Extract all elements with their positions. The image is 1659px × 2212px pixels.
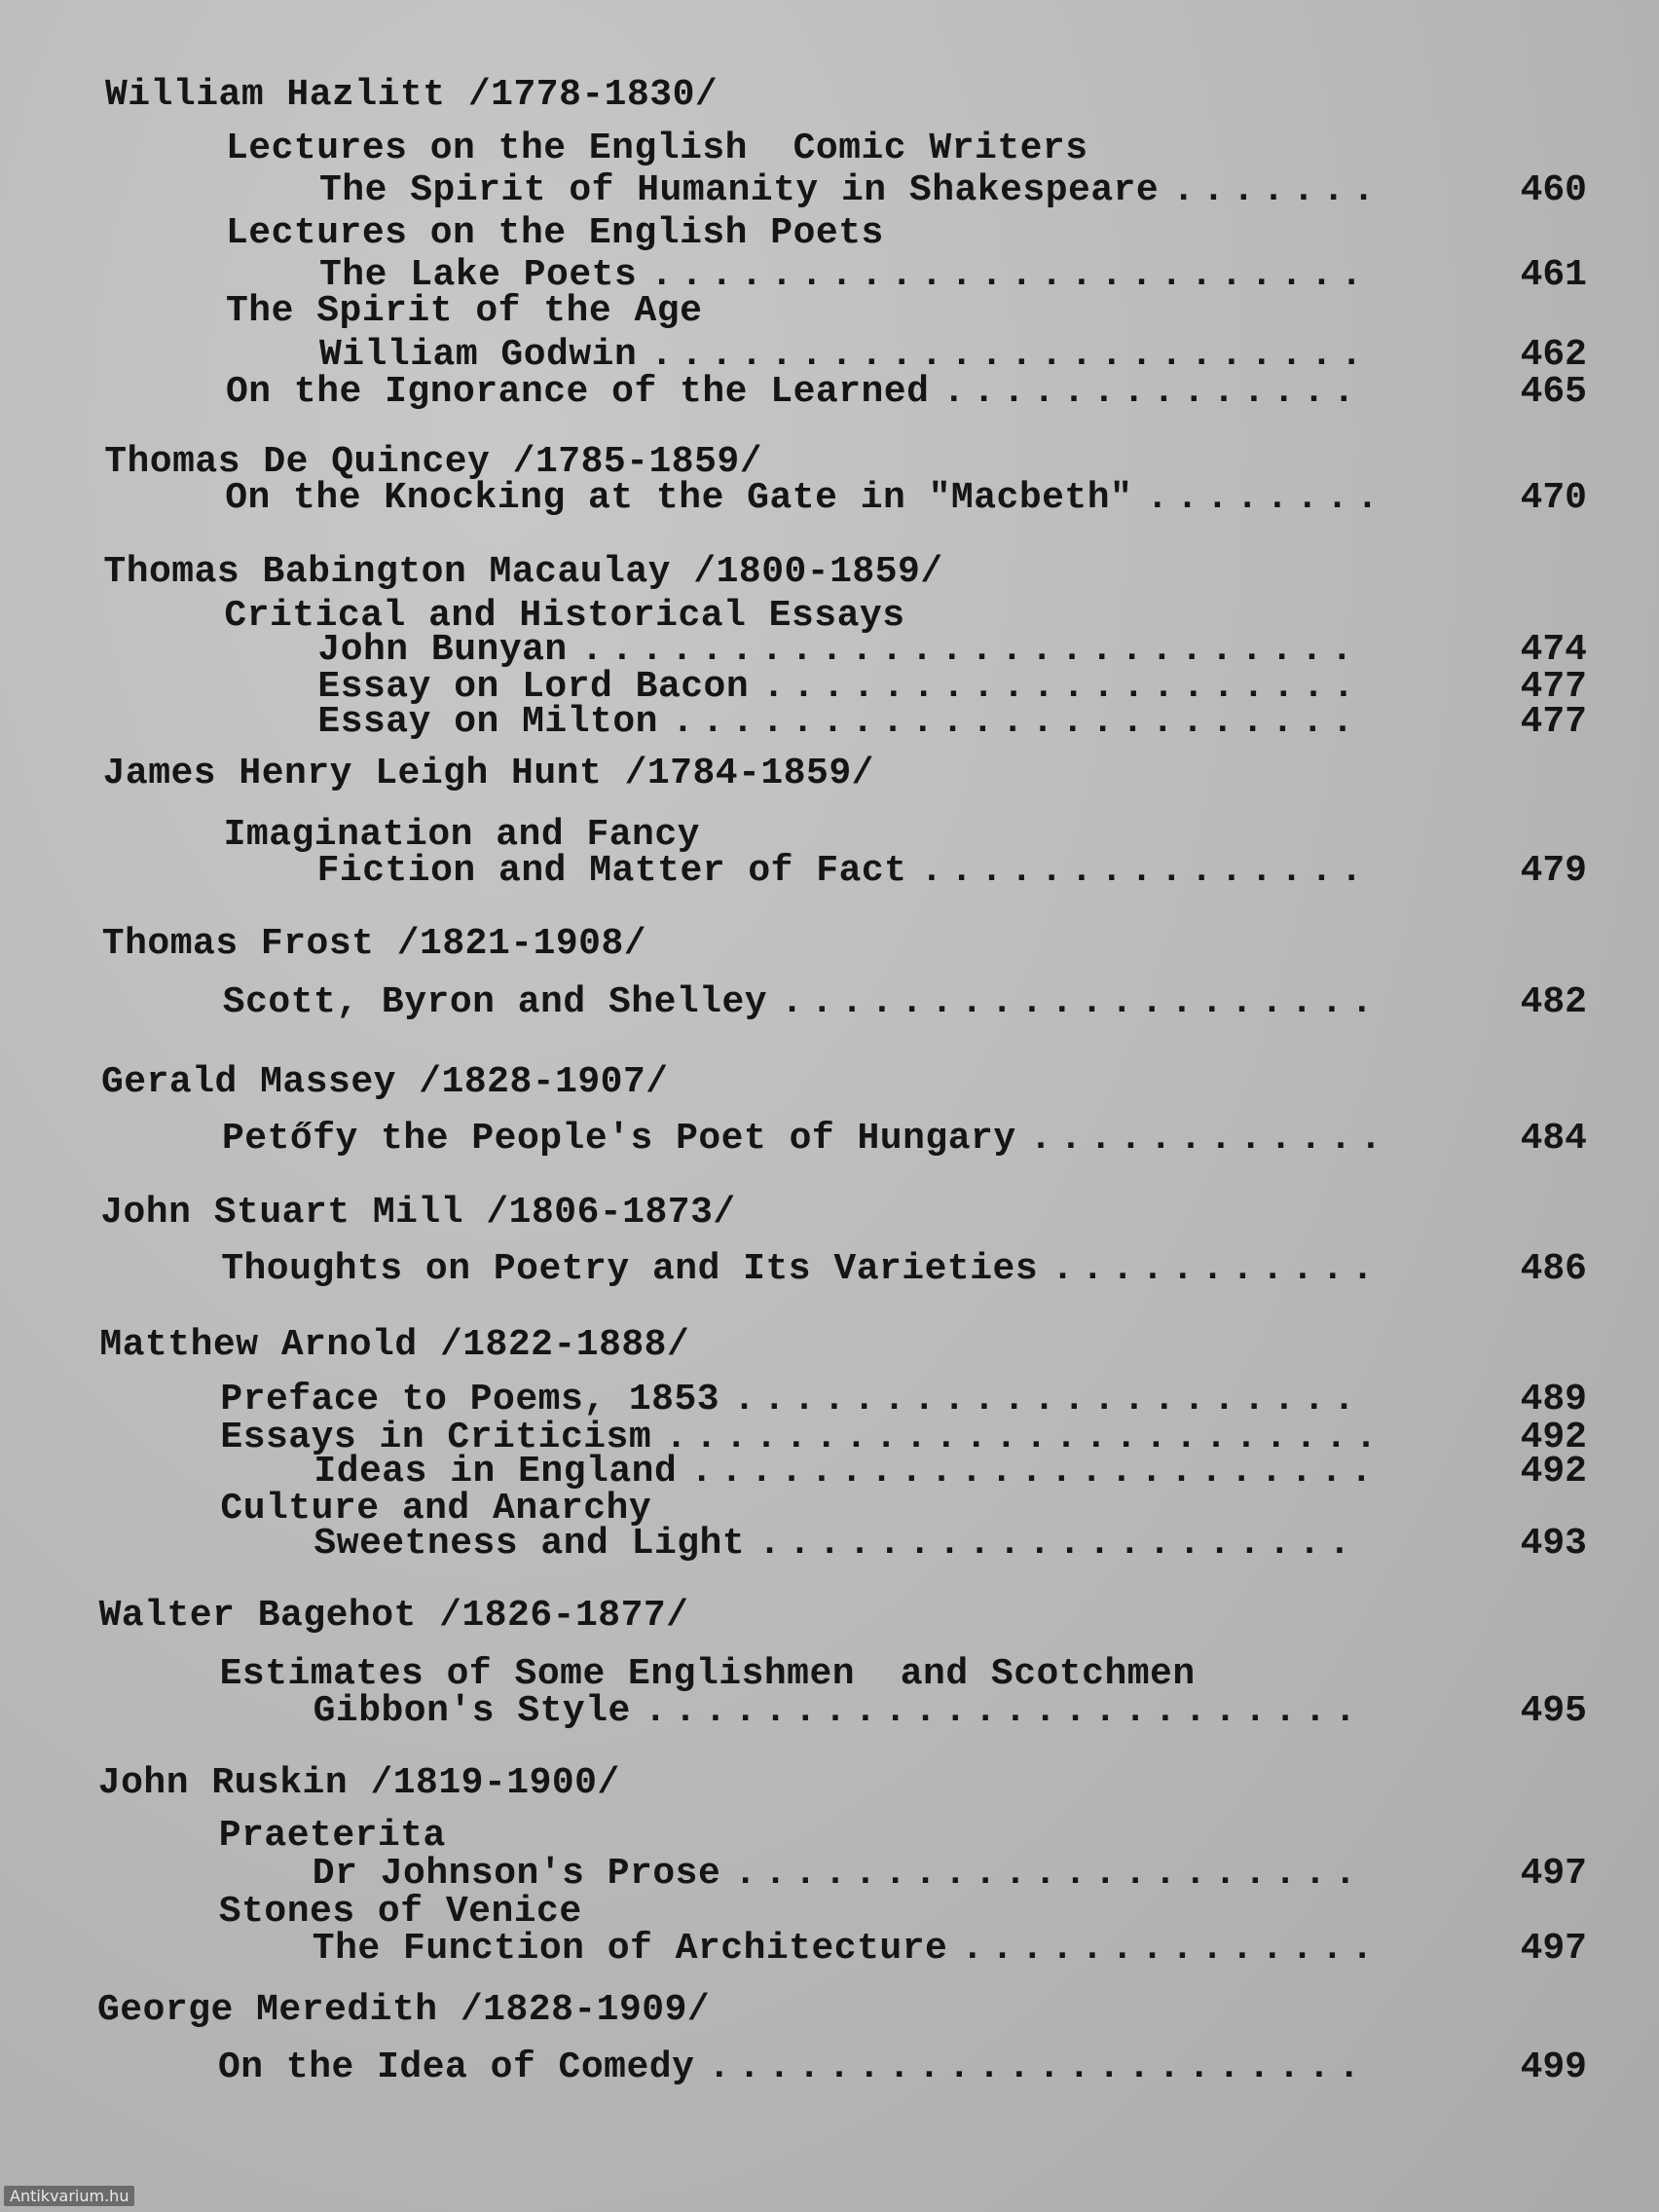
page-number: 470 [1520,477,1587,519]
entry-title: Imagination and Fancy [223,814,700,856]
page-number: 492 [1520,1417,1587,1458]
page-number: 489 [1520,1379,1587,1420]
page-number: 492 [1520,1451,1587,1493]
page-number: 484 [1520,1118,1587,1160]
page-number: 495 [1520,1690,1587,1732]
entry-title: Thoughts on Poetry and Its Varieties [221,1248,1039,1290]
page-number: 462 [1520,334,1587,376]
entry-title: John Bunyan [317,629,568,671]
leader-dots: ....................... [671,701,1362,743]
entry-title: Culture and Anarchy [220,1488,652,1530]
entry-title: On the Idea of Comedy [218,2046,695,2088]
entry-title: The Function of Architecture [312,1928,948,1970]
leader-dots: .................... [762,666,1363,708]
entry-title: Lectures on the English Poets [226,212,884,254]
entry-title: Critical and Historical Essays [224,595,905,637]
leader-dots: ........................ [644,1690,1365,1732]
entry-title: Essay on Lord Bacon [317,666,750,708]
entry-title: Stones of Venice [218,1891,582,1933]
entry-title: The Spirit of Humanity in Shakespeare [319,169,1160,211]
leader-dots: ........... [1051,1248,1382,1290]
leader-dots: ........................ [650,254,1371,296]
leader-dots: .................... [781,981,1382,1023]
page-number: 497 [1520,1928,1587,1970]
entry-title: Ideas in England [313,1451,678,1493]
leader-dots: ...................... [708,2046,1369,2088]
author-heading: Thomas Babington Macaulay /1800-1859/ [103,551,943,593]
author-heading: Thomas De Quincey /1785-1859/ [104,441,762,483]
page-number: 482 [1520,981,1587,1023]
leader-dots: .............. [961,1928,1382,1970]
entry-title: Preface to Poems, 1853 [220,1379,720,1420]
leader-dots: .............. [942,371,1363,413]
entry-title: Fiction and Matter of Fact [316,850,907,892]
author-heading: Matthew Arnold /1822-1888/ [99,1324,690,1366]
leader-dots: .......................... [580,629,1361,671]
page-number: 479 [1520,850,1587,892]
author-heading: John Ruskin /1819-1900/ [97,1762,620,1804]
entry-title: Essay on Milton [317,701,658,743]
page-number: 477 [1520,666,1587,708]
entry-title: Dr Johnson's Prose [312,1853,721,1895]
author-heading: William Hazlitt /1778-1830/ [105,74,719,116]
author-heading: John Stuart Mill /1806-1873/ [100,1192,736,1234]
page-number: 461 [1520,254,1587,296]
entry-title: Gibbon's Style [313,1690,631,1732]
entry-title: Petőfy the People's Poet of Hungary [222,1118,1016,1160]
entry-title: Lectures on the English Comic Writers [226,128,1088,169]
leader-dots: ........................ [665,1417,1385,1458]
page-number: 486 [1520,1248,1587,1290]
page-number: 499 [1520,2046,1587,2088]
page-number: 477 [1520,701,1587,743]
leader-dots: ............... [920,850,1371,892]
leader-dots: ....................... [690,1451,1381,1493]
entry-title: On the Ignorance of the Learned [226,371,930,413]
page-number: 460 [1520,169,1587,211]
page-number: 497 [1520,1853,1587,1895]
leader-dots: ............ [1029,1118,1390,1160]
author-heading: Walter Bagehot /1826-1877/ [98,1595,689,1637]
leader-dots: .................... [758,1523,1359,1565]
leader-dots: ........................ [650,334,1371,376]
entry-title: Sweetness and Light [313,1523,746,1565]
entry-title: Essays in Criticism [220,1417,652,1458]
entry-title: The Lake Poets [319,254,638,296]
entry-title: Scott, Byron and Shelley [222,981,768,1023]
leader-dots: ........ [1146,477,1386,519]
entry-title: William Godwin [319,334,638,376]
leader-dots: ..................... [733,1379,1363,1420]
entry-title: Estimates of Some Englishmen and Scotchmen [219,1653,1196,1695]
author-heading: George Meredith /1828-1909/ [97,1989,711,2031]
author-heading: Thomas Frost /1821-1908/ [101,923,647,965]
page-number: 474 [1520,629,1587,671]
entry-title: Praeterita [218,1815,446,1857]
author-heading: James Henry Leigh Hunt /1784-1859/ [102,753,874,794]
page-number: 465 [1520,371,1587,413]
page-number: 493 [1520,1523,1587,1565]
leader-dots: ..................... [734,1853,1365,1895]
author-heading: Gerald Massey /1828-1907/ [101,1061,669,1103]
leader-dots: ....... [1172,169,1382,211]
entry-title: The Spirit of the Age [226,290,703,332]
entry-title: On the Knocking at the Gate in "Macbeth" [225,477,1133,519]
site-watermark: Antikvarium.hu [4,2186,134,2206]
